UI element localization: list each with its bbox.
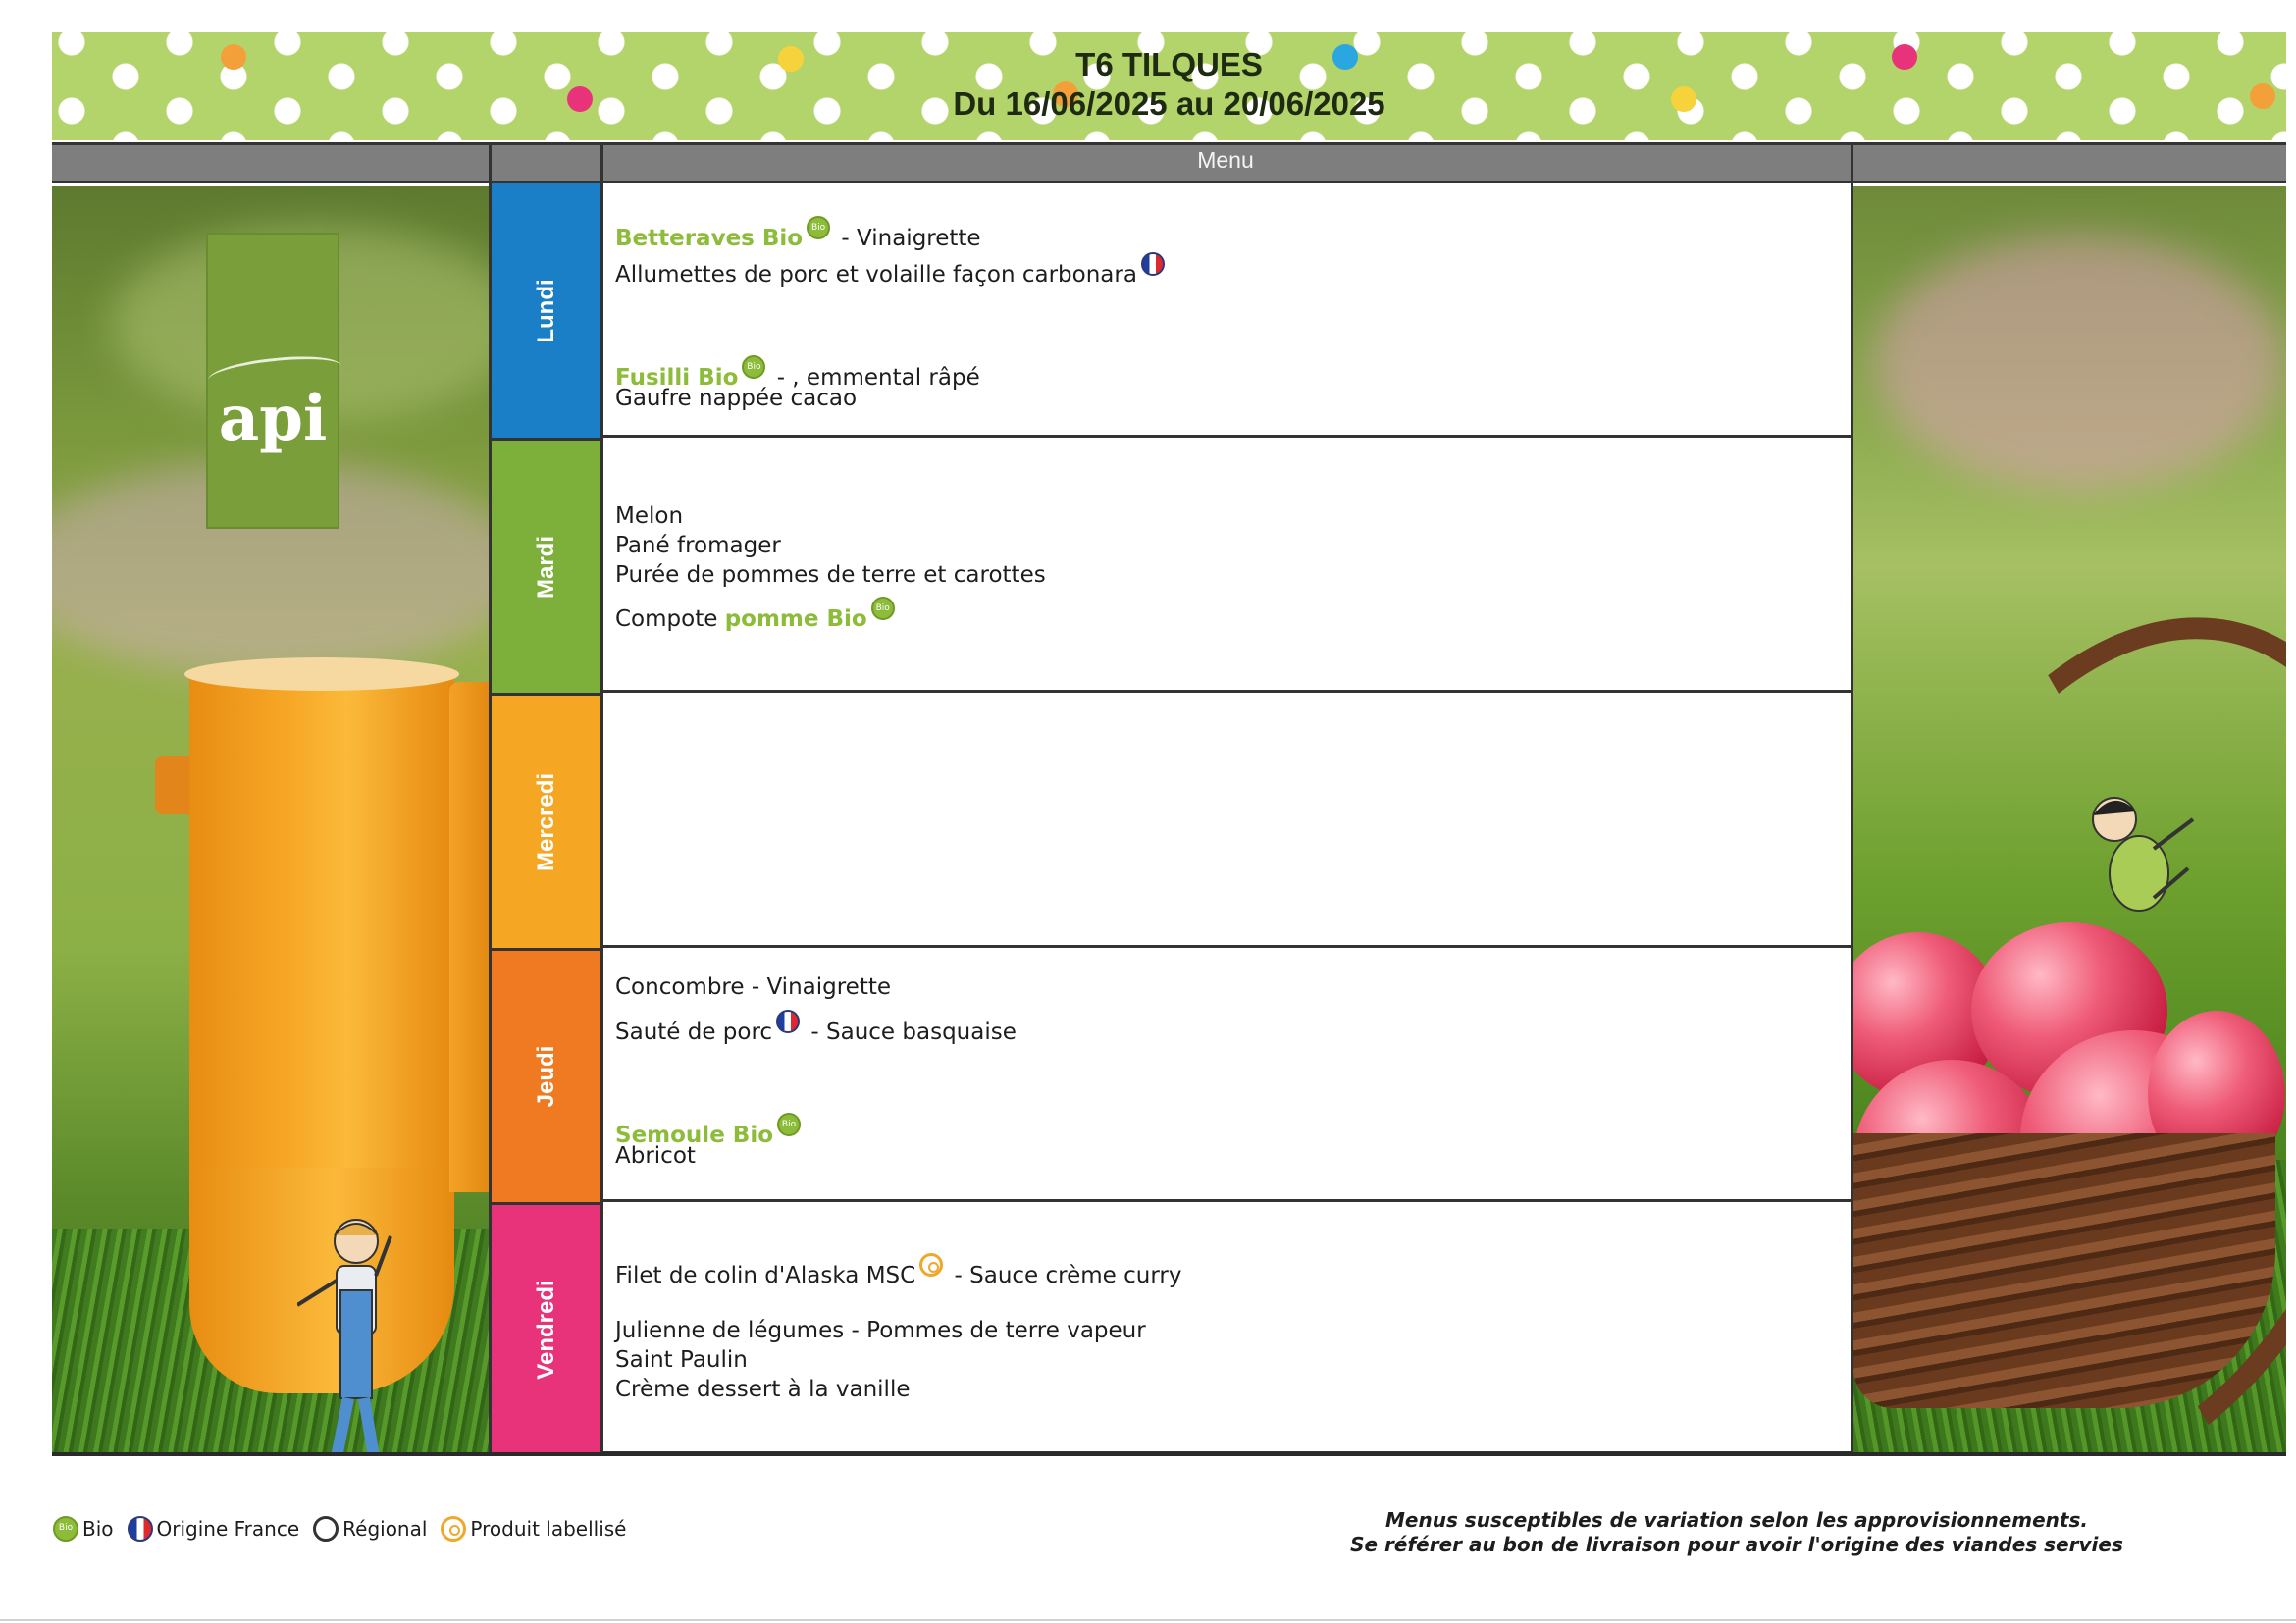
- menu-line: Julienne de légumes - Pommes de terre vapeur: [615, 1318, 1146, 1343]
- legend-item-regional: Régional: [309, 1516, 427, 1542]
- right-photo-panel: [1853, 186, 2286, 1454]
- child-figure-illustration: [2085, 790, 2203, 927]
- day-label-mercredi: Mercredi: [489, 693, 603, 948]
- france-flag-icon: [776, 1010, 800, 1033]
- bio-icon: [53, 1516, 78, 1542]
- menu-line: Concombre - Vinaigrette: [615, 974, 892, 1000]
- menu-line: Sauté de porc - Sauce basquaise: [615, 1010, 1017, 1045]
- day-label-jeudi: Jeudi: [489, 948, 603, 1202]
- menu-line: Melon: [615, 503, 684, 529]
- menu-line: Compote pomme BioBio: [615, 597, 899, 632]
- legend-item-origine-france: Origine France: [124, 1516, 300, 1542]
- menu-title: T6 TILQUES: [1075, 46, 1263, 82]
- menu-line: Crème dessert à la vanille: [615, 1377, 911, 1402]
- header-banner: [52, 32, 2286, 140]
- bio-icon: [807, 216, 830, 239]
- legend-item-produit-labellise: Produit labellisé: [437, 1516, 626, 1542]
- bio-icon: [742, 355, 765, 379]
- day-label-lundi: Lundi: [489, 183, 603, 438]
- disclaimer-line-2: Se référer au bon de livraison pour avoir l'origine des viandes servies: [1350, 1533, 2123, 1556]
- france-flag-icon: [128, 1516, 153, 1542]
- api-logo-text: api: [218, 382, 328, 455]
- farmer-figure-illustration: [297, 1212, 415, 1454]
- left-photo-panel: [52, 186, 489, 1454]
- menu-cell-lundi: [603, 183, 1853, 438]
- bio-icon: [871, 597, 895, 620]
- menu-line: Saint Paulin: [615, 1347, 748, 1373]
- wicker-basket: [1853, 1133, 2275, 1408]
- disclaimer-line-1: Menus susceptibles de variation selon les approvisionnements.: [1385, 1508, 2088, 1532]
- legend-item-bio: Bio Bio: [49, 1516, 114, 1542]
- menu-line: Semoule BioBio: [615, 1113, 805, 1148]
- rain-boot-image: [449, 682, 489, 1192]
- day-label-mardi: Mardi: [489, 438, 603, 693]
- menu-line: Allumettes de porc et volaille façon carbonara: [615, 252, 1169, 288]
- menu-column-header: Menu: [1197, 147, 1254, 173]
- menu-line: Betteraves BioBio - Vinaigrette: [615, 216, 981, 251]
- page-edge: [0, 1619, 2296, 1621]
- menu-cell-jeudi: [603, 948, 1853, 1202]
- api-logo: [206, 233, 339, 529]
- menu-line: Gaufre nappée cacao: [615, 386, 858, 411]
- bio-icon: [777, 1113, 801, 1136]
- table-bottom-border: [52, 1452, 2286, 1456]
- menu-line: Purée de pommes de terre et carottes: [615, 562, 1046, 588]
- label-icon: [441, 1516, 466, 1542]
- menu-line: Pané fromager: [615, 533, 781, 558]
- regional-icon: [313, 1516, 339, 1542]
- menu-cell-mercredi: [603, 693, 1853, 948]
- menu-line: Fusilli BioBio - , emmental râpé: [615, 355, 980, 391]
- label-icon: [919, 1253, 943, 1277]
- menu-line: Abricot: [615, 1143, 696, 1169]
- menu-cell-vendredi: [603, 1202, 1853, 1454]
- france-flag-icon: [1141, 252, 1165, 276]
- day-label-vendredi: Vendredi: [489, 1202, 603, 1454]
- menu-cell-mardi: [603, 438, 1853, 693]
- menu-period: Du 16/06/2025 au 20/06/2025: [953, 85, 1385, 122]
- legend: [49, 1516, 636, 1542]
- menu-line: Filet de colin d'Alaska MSC - Sauce crème curry: [615, 1253, 1181, 1288]
